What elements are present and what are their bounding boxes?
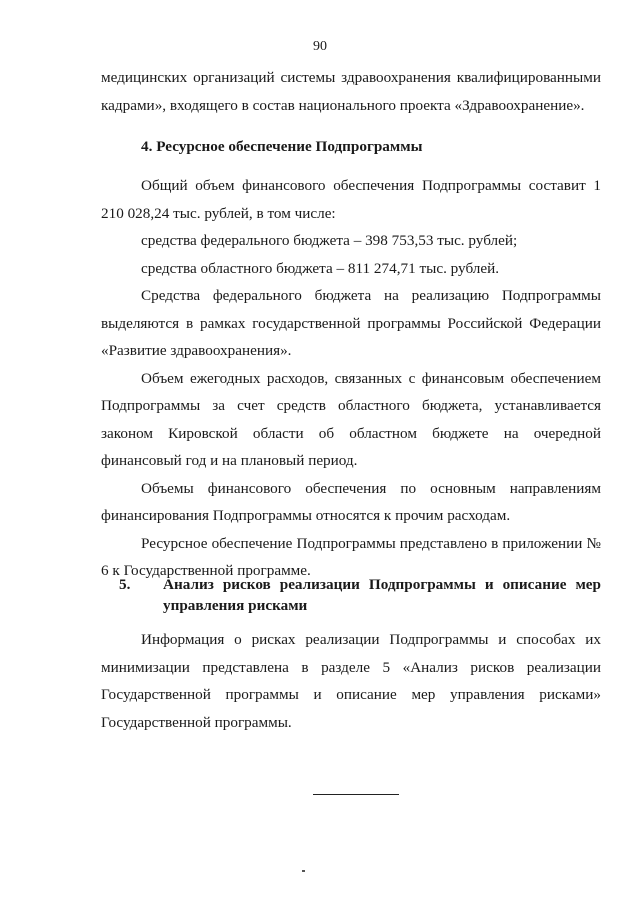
- section-5-title: Анализ рисков реализации Подпрограммы и описание мер управления рисками: [163, 576, 601, 614]
- paragraph-text: медицинских организаций системы здравоохранения квалифицированными кадрами», входящего в состав национального проекта «Здравоохранение».: [101, 69, 601, 114]
- section-4-heading: [101, 133, 601, 161]
- footer-separator-line: [313, 794, 399, 795]
- footer-mark: [302, 870, 305, 872]
- continuation-paragraph: [101, 64, 601, 119]
- paragraph-regional-budget: средства областного бюджета – 811 274,71 тыс. рублей.: [141, 259, 500, 277]
- section-5-body: [101, 626, 601, 736]
- paragraph-annual-expenses: Объем ежегодных расходов, связанных с финансовым обеспечением Подпрограммы за счет средств областного бюджета, устанавливается законом Кировской области об областном бюджете на очередной финансовый год и на плановый период.: [101, 369, 601, 469]
- paragraph-federal-budget: средства федерального бюджета – 398 753,53 тыс. рублей;: [141, 232, 518, 249]
- paragraph-federal-allocation: Средства федерального бюджета на реализацию Подпрограммы выделяются в рамках государственной программы Российской Федерации «Развитие здравоохранения».: [101, 287, 601, 359]
- section-4-title: Ресурсное обеспечение Подпрограммы: [156, 138, 423, 155]
- section-4-number: 4.: [141, 138, 153, 155]
- paragraph-total-funding: Общий объем финансового обеспечения Подпрограммы составит 1 210 028,24 тыс. рублей, в том числе:: [101, 177, 601, 222]
- page-number: 90: [313, 39, 327, 54]
- paragraph-funding-directions: Объемы финансового обеспечения по основным направлениям финансирования Подпрограммы относятся к прочим расходам.: [101, 479, 601, 524]
- section-5-number: 5.: [119, 576, 131, 593]
- paragraph-resource-appendix: Ресурсное обеспечение Подпрограммы представлено в приложении № 6 к Государственной программе.: [101, 534, 601, 579]
- section-4-body: [101, 172, 601, 585]
- paragraph-risks-info: Информация о рисках реализации Подпрограммы и способах их минимизации представлена в разделе 5 «Анализ рисков реализации Государственной программы и описание мер управления рисками» Государственной программы.: [101, 631, 601, 731]
- section-5-heading: [101, 574, 601, 616]
